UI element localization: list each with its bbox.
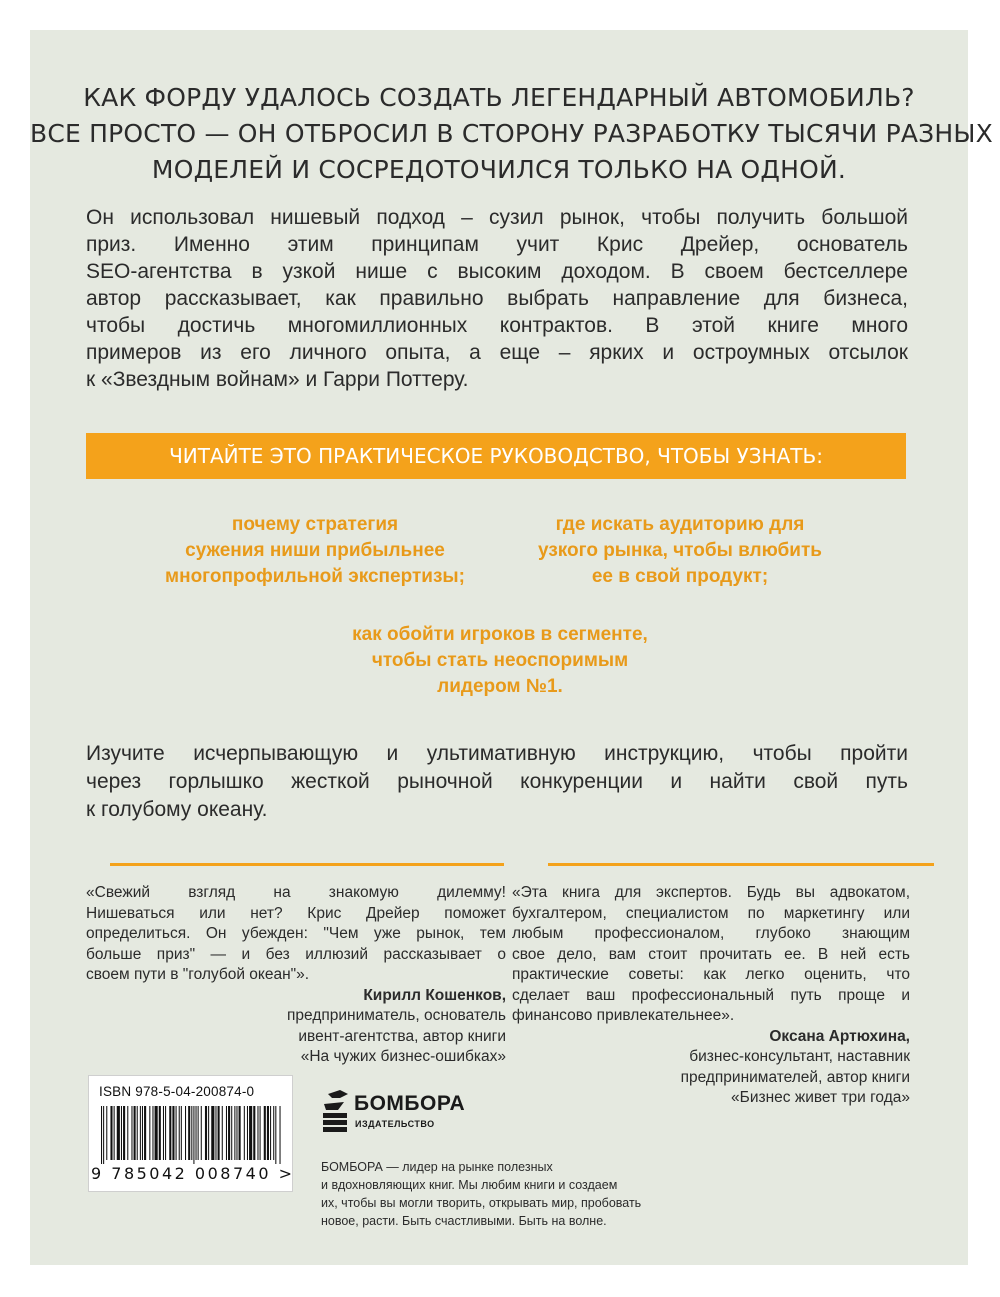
barcode-bar <box>149 1106 150 1160</box>
intro-line: Он использовал нишевый подход – сузил рынок, чтобы получить большой <box>86 206 908 229</box>
barcode-bars <box>97 1106 284 1164</box>
intro-line: приз. Именно этим принципам учит Крис Дрейер, основатель <box>86 233 908 256</box>
barcode-bar <box>188 1106 190 1160</box>
barcode-bar <box>205 1106 207 1160</box>
headline-line: КАК ФОРДУ УДАЛОСЬ СОЗДАТЬ ЛЕГЕНДАРНЫЙ АВТОМОБИЛЬ? <box>83 83 915 112</box>
headline-line: ВСЕ ПРОСТО — ОН ОТБРОСИЛ В СТОРОНУ РАЗРАБОТКУ ТЫСЯЧИ РАЗНЫХ <box>30 119 993 148</box>
barcode-bar <box>253 1106 255 1160</box>
quote-line: любым профессионалом, глубоко знающим <box>512 925 910 942</box>
intro-line: примеров из его личного опыта, а еще – ярких и остроумных отсылок <box>86 341 908 364</box>
barcode-bar <box>196 1106 197 1160</box>
orange-banner <box>86 433 906 479</box>
bomb-runner-icon <box>318 1088 352 1136</box>
barcode-bar <box>211 1106 214 1160</box>
barcode-bar <box>131 1106 132 1160</box>
publisher-subtitle: ИЗДАТЕЛЬСТВО <box>355 1119 435 1129</box>
barcode-bar <box>121 1106 122 1160</box>
outro-line: через горлышко жесткой рыночной конкуренции и найти свой путь <box>86 770 908 793</box>
barcode-digits: 9 785042 008740 > <box>91 1164 295 1183</box>
publisher-line: новое, расти. Быть счастливыми. Быть на волне. <box>321 1214 607 1228</box>
testimonial-left <box>86 883 506 1068</box>
benefit-line: многопрофильной экспертизы; <box>165 566 465 587</box>
quote-line: финансово привлекательнее». <box>512 1007 735 1024</box>
quote-line: сделает ваш профессиональный путь проще и <box>512 986 910 1004</box>
barcode-bar <box>247 1106 248 1160</box>
benefit-item <box>310 622 690 700</box>
headline <box>30 80 993 188</box>
barcode-bar <box>228 1106 230 1160</box>
barcode-bar <box>140 1106 141 1160</box>
benefit-line: сужения ниши прибыльнее <box>185 540 445 561</box>
intro-line: автор рассказывает, как правильно выбрать направление для бизнеса, <box>86 287 908 310</box>
quote-author-role: предприниматель, основатель <box>287 1007 506 1024</box>
intro-line: SEO-агентства в узкой нише с высоким доходом. В своем бестселлере <box>86 260 908 283</box>
barcode-bar <box>181 1106 182 1160</box>
outro-line: к голубому океану. <box>86 798 268 821</box>
publisher-name: БОМБОРА <box>354 1092 466 1115</box>
barcode-bar <box>270 1106 271 1160</box>
quote-line: практические советы: как легко оценить, что <box>512 966 910 983</box>
barcode-bar <box>239 1106 241 1160</box>
intro-paragraph <box>86 204 908 393</box>
barcode-bar <box>201 1106 202 1160</box>
barcode-bar <box>172 1106 174 1160</box>
barcode-bar <box>267 1106 269 1160</box>
barcode-bar <box>106 1106 107 1160</box>
barcode-bar <box>137 1106 138 1160</box>
barcode-bar <box>236 1106 237 1160</box>
outro-paragraph <box>86 740 908 824</box>
benefit-item <box>500 512 860 590</box>
barcode-bar <box>103 1106 104 1164</box>
quote-line: своем пути в "голубой океан"». <box>86 966 310 983</box>
barcode-bar <box>114 1106 115 1160</box>
quote-author-role: предпринимателей, автор книги <box>680 1068 910 1086</box>
isbn-barcode <box>88 1075 293 1192</box>
benefit-line: где искать аудиторию для <box>555 514 805 535</box>
barcode-bar <box>193 1106 194 1164</box>
publisher-description <box>321 1158 681 1230</box>
barcode-bar <box>123 1106 125 1160</box>
barcode-bar <box>249 1106 252 1160</box>
barcode-bar <box>134 1106 136 1160</box>
barcode-bar <box>169 1106 171 1160</box>
barcode-bar <box>198 1106 199 1160</box>
testimonial-right <box>512 883 910 1109</box>
barcode-bar <box>155 1106 158 1160</box>
benefit-line: узкого рынка, чтобы влюбить <box>538 540 822 561</box>
barcode-bar <box>142 1106 143 1160</box>
barcode-bar <box>152 1106 153 1160</box>
barcode-bar <box>244 1106 245 1160</box>
benefit-line: как обойти игроков в сегменте, <box>352 624 648 645</box>
publisher-line: БОМБОРА — лидер на рынке полезных <box>321 1160 553 1174</box>
barcode-bar <box>179 1106 180 1160</box>
barcode-bar <box>257 1106 258 1160</box>
benefit-line: почему стратегия <box>231 514 399 535</box>
quote-author: Кирилл Кошенков, <box>363 986 506 1004</box>
barcode-bar <box>127 1106 128 1160</box>
barcode-bar <box>165 1106 166 1160</box>
intro-line: чтобы достичь многомиллионных контрактов. В этой книге много <box>86 314 908 337</box>
quote-line: «Свежий взгляд на знакомую дилемму! <box>86 884 506 901</box>
barcode-bar <box>176 1106 177 1160</box>
barcode-bar <box>144 1106 146 1160</box>
barcode-bar <box>110 1106 112 1160</box>
publisher-line: их, чтобы вы могли творить, открывать мир, пробовать <box>321 1196 642 1210</box>
barcode-bar <box>231 1106 232 1160</box>
barcode-bar <box>260 1106 261 1160</box>
benefit-line: чтобы стать неоспоримым <box>371 650 629 671</box>
quote-line: «Эта книга для экспертов. Будь вы адвокатом, <box>512 884 910 901</box>
barcode-bar <box>101 1106 102 1164</box>
quote-author-role: бизнес-консультант, наставник <box>689 1048 910 1065</box>
barcode-bar <box>159 1106 161 1160</box>
quote-author: Оксана Артюхина, <box>769 1027 910 1045</box>
barcode-bar <box>215 1106 216 1160</box>
quote-line: определиться. Он убежден: "Чем уже рынок, тем <box>86 925 506 942</box>
quote-line: бухгалтером, специалистом по маркетингу или <box>512 904 910 922</box>
barcode-bar <box>185 1106 186 1160</box>
divider-right <box>548 863 934 866</box>
barcode-bar <box>234 1106 235 1160</box>
barcode-bar <box>191 1106 192 1160</box>
quote-line: свое дело, вам стоит прочитать ее. В ней есть <box>512 945 910 963</box>
barcode-bar <box>222 1106 223 1160</box>
barcode-bar <box>117 1106 120 1160</box>
barcode-bar <box>280 1106 281 1164</box>
publisher-logo <box>318 1088 468 1138</box>
divider-left <box>110 863 504 866</box>
benefit-line: лидером №1. <box>437 676 563 697</box>
quote-line: больше приз" — и без иллюзий рассказывает о <box>86 945 506 963</box>
barcode-bar <box>208 1106 209 1160</box>
outro-line: Изучите исчерпывающую и ультимативную инструкцию, чтобы пройти <box>86 742 908 765</box>
isbn-number: ISBN 978-5-04-200874-0 <box>99 1084 255 1099</box>
quote-author-role: «На чужих бизнес-ошибках» <box>300 1048 506 1065</box>
publisher-line: и вдохновляющих книг. Мы любим книги и создаем <box>321 1178 618 1192</box>
banner-text: ЧИТАЙТЕ ЭТО ПРАКТИЧЕСКОЕ РУКОВОДСТВО, ЧТОБЫ УЗНАТЬ: <box>169 444 823 468</box>
barcode-bar <box>273 1106 274 1160</box>
barcode-bar <box>218 1106 220 1160</box>
book-back-cover <box>30 30 993 1265</box>
headline-line: МОДЕЛЕЙ И СОСРЕДОТОЧИЛСЯ ТОЛЬКО НА ОДНОЙ. <box>151 155 847 184</box>
benefit-item <box>140 512 490 590</box>
barcode-bar <box>163 1106 164 1160</box>
barcode-bar <box>275 1106 276 1164</box>
quote-author-role: «Бизнес живет три года» <box>731 1089 910 1106</box>
benefit-line: ее в свой продукт; <box>591 566 769 587</box>
barcode-bar <box>264 1106 266 1160</box>
quote-author-role: ивент-агентства, автор книги <box>298 1027 506 1045</box>
intro-line: к «Звездным войнам» и Гарри Поттеру. <box>86 368 469 391</box>
quote-line: Нишеваться или нет? Крис Дрейер поможет <box>86 904 506 922</box>
barcode-bar <box>226 1106 227 1160</box>
